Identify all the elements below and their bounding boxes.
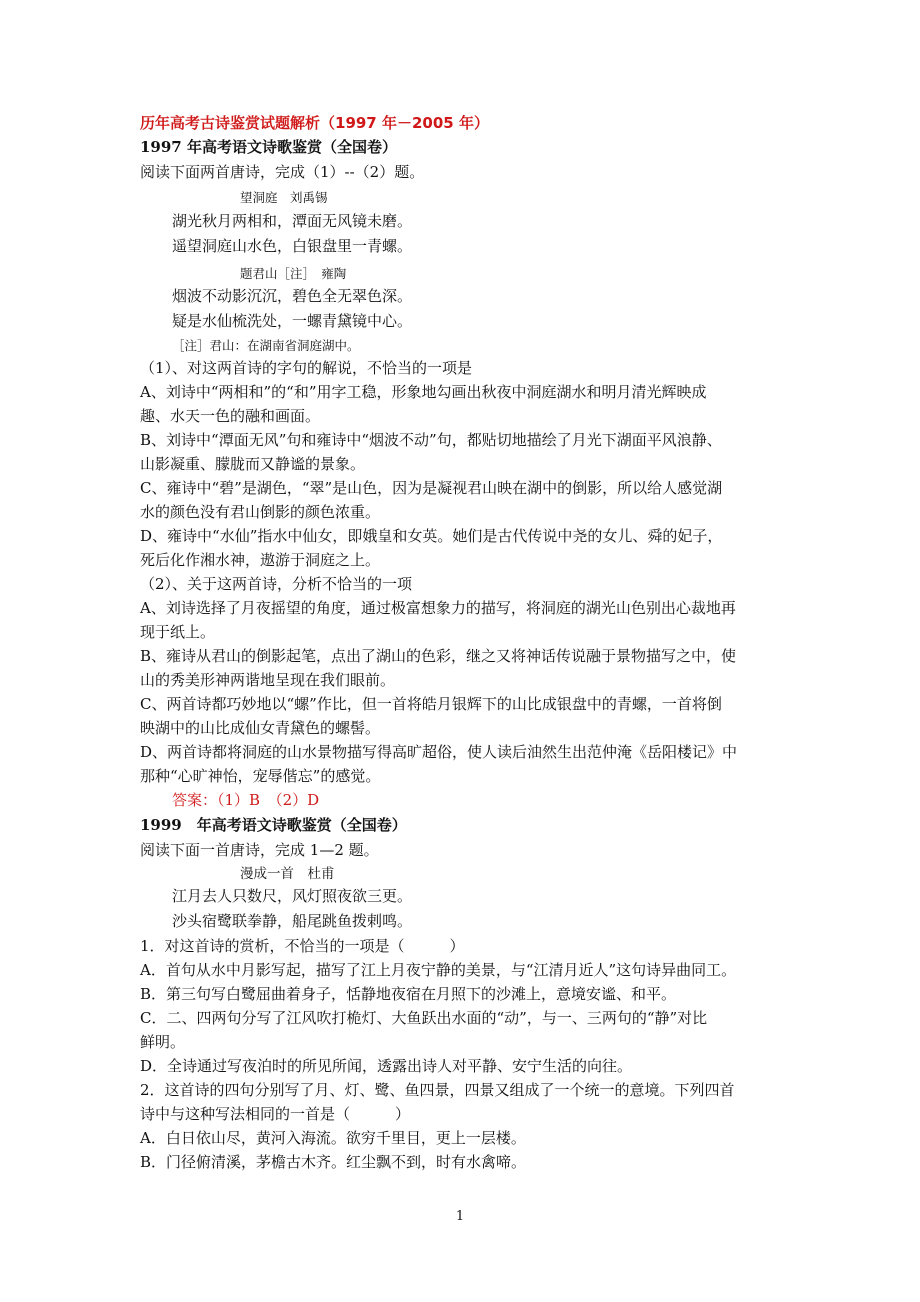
option-line: B．第三句写白鹭屈曲着身子，恬静地夜宿在月照下的沙滩上，意境安谧、和平。 [140,985,677,1003]
section-heading-1997: 1997 年高考语文诗歌鉴赏（全国卷） [140,138,397,156]
section-intro: 阅读下面一首唐诗，完成 1—2 题。 [140,841,379,859]
option-line: B．门径俯清溪，茅檐古木齐。红尘飘不到，时有水禽啼。 [140,1153,527,1171]
option-line: 映湖中的山比成仙女青黛色的螺髻。 [140,719,381,737]
option-line: 山的秀美形神两谐地呈现在我们眼前。 [140,671,396,689]
poem-line: 烟波不动影沉沉，碧色全无翠色深。 [172,287,413,305]
option-line: D、两首诗都将洞庭的山水景物描写得高旷超俗，使人读后油然生出范仲淹《岳阳楼记》中 [140,743,738,761]
question: 2．这首诗的四句分别写了月、灯、鹭、鱼四景，四景又组成了一个统一的意境。下列四首 [140,1081,735,1099]
option-line: 鲜明。 [140,1033,186,1051]
question: （1）、对这两首诗的字句的解说，不恰当的一项是 [140,359,473,377]
poem-title: 望洞庭 刘禹锡 [240,190,328,205]
option-line: C．二、四两句分写了江风吹打桅灯、大鱼跃出水面的“动”，与一、三两句的“静”对比 [140,1009,708,1027]
section-intro: 阅读下面两首唐诗，完成（1）--（2）题。 [140,163,425,181]
poem-line: 沙头宿鹭联拳静，船尾跳鱼拨剌鸣。 [172,912,413,930]
question: 诗中与这种写法相同的一首是（ ） [140,1105,411,1123]
poem-line: 疑是水仙梳洗处，一螺青黛镜中心。 [172,312,413,330]
page-number: 1 [455,1209,465,1224]
option-line: C、两首诗都巧妙地以“螺”作比，但一首将皓月银辉下的山比成银盘中的青螺，一首将倒 [140,695,722,713]
question: （2）、关于这两首诗，分析不恰当的一项 [140,575,413,593]
option-line: 水的颜色没有君山倒影的颜色浓重。 [140,503,381,521]
answer-key: 答案：（1）B （2）D [172,791,320,809]
option-line: 现于纸上。 [140,623,216,641]
option-line: A．首句从水中月影写起，描写了江上月夜宁静的美景，与“江清月近人”这句诗异曲同工。 [140,961,737,979]
option-line: D、雍诗中“水仙”指水中仙女，即娥皇和女英。她们是古代传说中尧的女儿、舜的妃子， [140,527,723,545]
poem-line: 湖光秋月两相和，潭面无风镜未磨。 [172,212,413,230]
option-line: C、雍诗中“碧”是湖色，“翠”是山色，因为是凝视君山映在湖中的倒影，所以给人感觉湖 [140,479,723,497]
option-line: B、刘诗中“潭面无风”句和雍诗中“烟波不动”句，都贴切地描绘了月光下湖面平风浪静、 [140,431,722,449]
option-line: B、雍诗从君山的倒影起笔，点出了湖山的色彩，继之又将神话传说融于景物描写之中，使 [140,647,737,665]
document-title: 历年高考古诗鉴赏试题解析（1997 年－2005 年） [140,114,489,132]
poem-title: 题君山［注］ 雍陶 [240,266,347,281]
option-line: 趣、水天一色的融和画面。 [140,407,321,425]
option-line: A．白日依山尽，黄河入海流。欲穷千里目，更上一层楼。 [140,1129,526,1147]
option-line: 山影凝重、朦胧而又静谧的景象。 [140,455,366,473]
poem-note: ［注］君山：在湖南省洞庭湖中。 [172,338,360,353]
option-line: A、刘诗选择了月夜摇望的角度，通过极富想象力的描写，将洞庭的湖光山色别出心裁地再 [140,599,736,617]
option-line: 那种“心旷神怡，宠辱偕忘”的感觉。 [140,767,381,785]
poem-line: 江月去人只数尺，风灯照夜欲三更。 [172,887,413,905]
poem-line: 遥望洞庭山水色，白银盘里一青螺。 [172,237,413,255]
option-line: 死后化作湘水神，遨游于洞庭之上。 [140,551,381,569]
section-heading-1999: 1999 年高考语文诗歌鉴赏（全国卷） [140,816,407,834]
option-line: A、刘诗中“两相和”的“和”用字工稳，形象地勾画出秋夜中洞庭湖水和明月清光辉映成 [140,383,707,401]
poem-title: 漫成一首 杜甫 [240,866,335,882]
question: 1．对这首诗的赏析，不恰当的一项是（ ） [140,937,465,955]
option-line: D．全诗通过写夜泊时的所见所闻，透露出诗人对平静、安宁生活的向往。 [140,1057,633,1075]
